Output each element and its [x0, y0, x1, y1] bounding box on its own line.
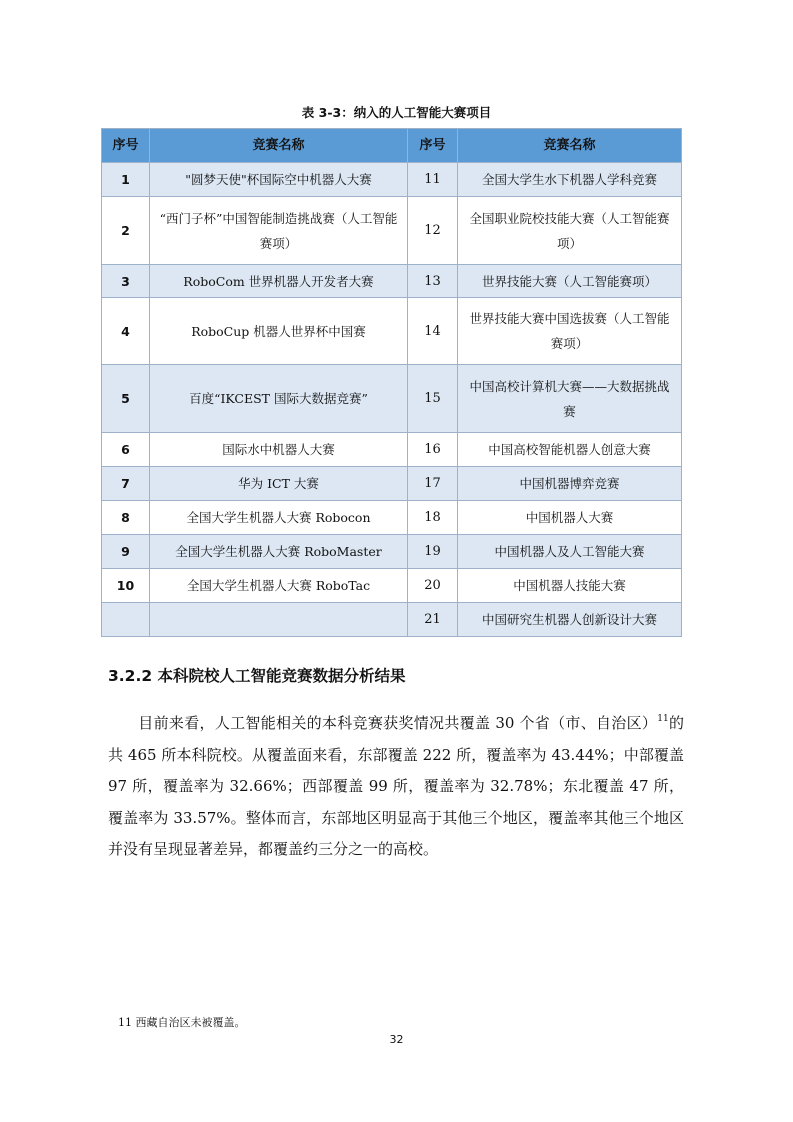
row-name-left: RoboCom 世界机器人开发者大赛 — [150, 265, 408, 298]
section-title: 3.2.2 本科院校人工智能竞赛数据分析结果 — [108, 667, 406, 685]
row-name-right: 全国职业院校技能大赛（人工智能赛项） — [458, 197, 682, 265]
row-name-left: 百度“IKCEST 国际大数据竞赛” — [150, 365, 408, 433]
row-index-right: 13 — [408, 265, 458, 298]
table-row — [102, 298, 682, 365]
table-header-row — [102, 129, 682, 163]
page-number: 32 — [389, 1033, 404, 1046]
header-index-2: 序号 — [408, 129, 458, 163]
row-index-right: 14 — [408, 298, 458, 365]
table-row — [102, 535, 682, 569]
row-index-left — [102, 603, 150, 637]
table-row — [102, 197, 682, 265]
table-row — [102, 467, 682, 501]
body-paragraph — [108, 708, 684, 866]
header-name-1: 竞赛名称 — [150, 129, 408, 163]
row-name-left: 全国大学生机器人大赛 RoboTac — [150, 569, 408, 603]
row-index-right: 12 — [408, 197, 458, 265]
row-index-left: 3 — [102, 265, 150, 298]
competition-table — [101, 128, 682, 637]
row-index-right: 16 — [408, 433, 458, 467]
row-name-right: 中国高校计算机大赛——大数据挑战赛 — [458, 365, 682, 433]
row-index-left: 2 — [102, 197, 150, 265]
table-row — [102, 603, 682, 637]
row-index-right: 21 — [408, 603, 458, 637]
row-name-left: 全国大学生机器人大赛 Robocon — [150, 501, 408, 535]
row-index-left: 6 — [102, 433, 150, 467]
row-name-right: 中国研究生机器人创新设计大赛 — [458, 603, 682, 637]
table-row — [102, 365, 682, 433]
row-name-left — [150, 603, 408, 637]
footnote-reference: 11 — [657, 714, 669, 724]
table-row — [102, 569, 682, 603]
row-index-left: 9 — [102, 535, 150, 569]
row-name-left: “西门子杯”中国智能制造挑战赛（人工智能赛项） — [150, 197, 408, 265]
row-name-left: 国际水中机器人大赛 — [150, 433, 408, 467]
row-name-right: 中国机器人技能大赛 — [458, 569, 682, 603]
row-name-right: 中国机器人及人工智能大赛 — [458, 535, 682, 569]
footnote: 11 西藏自治区未被覆盖。 — [118, 1016, 246, 1029]
row-name-right: 中国机器博弈竞赛 — [458, 467, 682, 501]
paragraph-text-1: 目前来看，人工智能相关的本科竞赛获奖情况共覆盖 30 个省（市、自治区） — [138, 714, 658, 732]
row-name-right: 世界技能大赛（人工智能赛项） — [458, 265, 682, 298]
row-name-left: "圆梦天使"杯国际空中机器人大赛 — [150, 163, 408, 197]
table-row — [102, 265, 682, 298]
row-name-right: 中国高校智能机器人创意大赛 — [458, 433, 682, 467]
row-name-left: RoboCup 机器人世界杯中国赛 — [150, 298, 408, 365]
row-name-left: 华为 ICT 大赛 — [150, 467, 408, 501]
header-index-1: 序号 — [102, 129, 150, 163]
row-index-left: 8 — [102, 501, 150, 535]
table-row — [102, 163, 682, 197]
row-index-left: 7 — [102, 467, 150, 501]
table-row — [102, 501, 682, 535]
row-index-right: 19 — [408, 535, 458, 569]
row-index-right: 17 — [408, 467, 458, 501]
row-index-right: 11 — [408, 163, 458, 197]
row-index-right: 20 — [408, 569, 458, 603]
row-name-left: 全国大学生机器人大赛 RoboMaster — [150, 535, 408, 569]
row-index-left: 5 — [102, 365, 150, 433]
row-index-left: 1 — [102, 163, 150, 197]
row-name-right: 世界技能大赛中国选拔赛（人工智能赛项） — [458, 298, 682, 365]
row-name-right: 全国大学生水下机器人学科竞赛 — [458, 163, 682, 197]
row-index-right: 15 — [408, 365, 458, 433]
header-name-2: 竞赛名称 — [458, 129, 682, 163]
table-row — [102, 433, 682, 467]
row-name-right: 中国机器人大赛 — [458, 501, 682, 535]
paragraph-text-2: 的共 465 所本科院校。从覆盖面来看，东部覆盖 222 所，覆盖率为 43.44%；中部覆盖 97 所，覆盖率为 32.66%；西部覆盖 99 所，覆盖率为 32.78%；东北覆盖 47 所，覆盖率为 33.57%。整体而言，东部地区明显高于其他三个地区，覆盖率其他三个地区并没有呈现显著差异，都覆盖约三分之一的高校。 — [108, 714, 684, 858]
row-index-left: 10 — [102, 569, 150, 603]
row-index-left: 4 — [102, 298, 150, 365]
row-index-right: 18 — [408, 501, 458, 535]
table-caption: 表 3-3：纳入的人工智能大赛项目 — [301, 105, 492, 120]
